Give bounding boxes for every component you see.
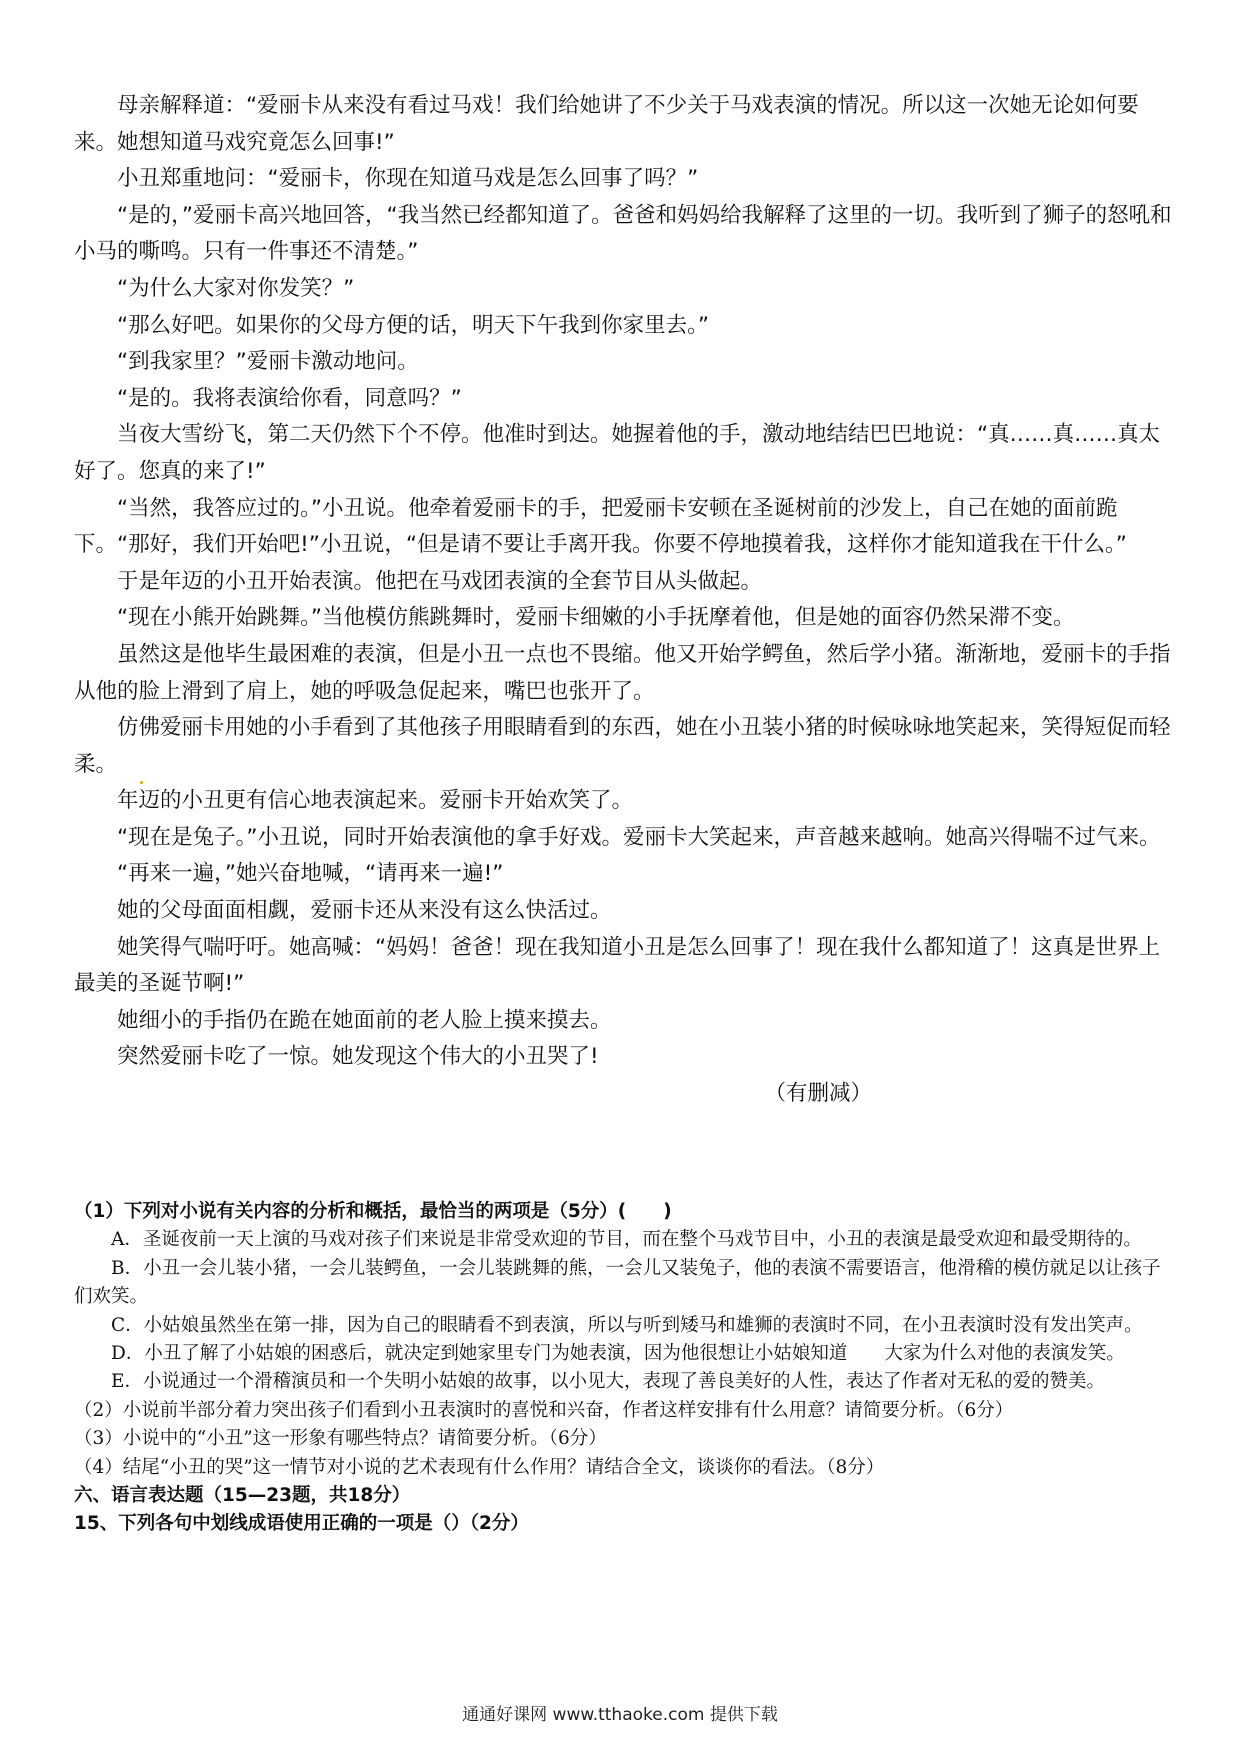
story-paragraph: 当夜大雪纷飞，第二天仍然下个不停。他准时到达。她握着他的手，激动地结结巴巴地说：“真……真……真太好了。您真的来了!” [74,422,1161,484]
story-paragraph: “当然，我答应过的。”小丑说。他牵着爱丽卡的手，把爱丽卡安顿在圣诞树前的沙发上，自己在她的面前跪下。“那好，我们开始吧!”小丑说，“但是请不要让手离开我。你要不停地摸着我，这样你才能知道我在干什么。” [74,495,1127,558]
stray-mark [140,781,143,784]
question-1: （1）下列对小说有关内容的分析和概括，最恰当的两项是（5分）( ) [74,1201,672,1222]
story-paragraph: 她笑得气喘吁吁。她高喊：“妈妈！爸爸！现在我知道小丑是怎么回事了！现在我什么都知道了！这真是世界上最美的圣诞节啊!” [74,934,1161,997]
story-paragraph: 母亲解释道：“爱丽卡从来没有看过马戏！我们给她讲了不少关于马戏表演的情况。所以这一次她无论如何要来。她想知道马戏究竟怎么回事!” [74,93,1139,155]
story-paragraph: 年迈的小丑更有信心地表演起来。爱丽卡开始欢笑了。 [117,788,634,814]
option-c: C．小姑娘虽然坐在第一排，因为自己的眼睛看不到表演，所以与听到矮马和雄狮的表演时不同，在小丑表演时没有发出笑声。 [111,1314,1143,1336]
option-e: E．小说通过一个滑稽演员和一个失明小姑娘的故事，以小见大，表现了善良美好的人性，表达了作者对无私的爱的赞美。 [111,1371,1106,1393]
abridged-note: （有删减） [764,1081,872,1107]
story-paragraph: “再来一遍，”她兴奋地喊，“请再来一遍!” [117,861,504,887]
story-paragraph: “是的，”爱丽卡高兴地回答，“我当然已经都知道了。爸爸和妈妈给我解释了这里的一切。我听到了狮子的怒吼和小马的嘶鸣。只有一件事还不清楚。” [74,202,1172,265]
story-paragraph: 突然爱丽卡吃了一惊。她发现这个伟大的小丑哭了! [117,1044,599,1070]
story-paragraph: “到我家里？”爱丽卡激动地问。 [117,349,419,375]
section-heading: 六、语言表达题（15—23题，共18分） [74,1485,411,1507]
footer-credit: 通通好课网 www.tthaoke.com 提供下载 [462,1705,778,1725]
story-paragraph: 小丑郑重地问：“爱丽卡，你现在知道马戏是怎么回事了吗？” [117,166,699,192]
option-d: D．小丑了解了小姑娘的困惑后，就决定到她家里专门为她表演，因为他很想让小姑娘知道 大家为什么对他的表演发笑。 [111,1343,1125,1365]
story-paragraph: 虽然这是他毕生最困难的表演，但是小丑一点也不畏缩。他又开始学鳄鱼，然后学小猪。渐渐地，爱丽卡的手指从他的脸上滑到了肩上，她的呼吸急促起来，嘴巴也张开了。 [74,641,1171,704]
story-paragraph: 她的父母面面相觑，爱丽卡还从来没有这么快活过。 [117,898,612,924]
option-a: A．圣诞夜前一天上演的马戏对孩子们来说是非常受欢迎的节目，而在整个马戏节目中，小丑的表演是最受欢迎和最受期待的。 [111,1229,1142,1251]
question-3: （3）小说中的“小丑”这一形象有哪些特点？请简要分析。（6分） [74,1428,607,1450]
story-text [74,88,1172,1113]
question-4: （4）结尾“小丑的哭”这一情节对小说的艺术表现有什么作用？请结合全文，谈谈你的看法。（8分） [74,1456,885,1478]
story-paragraph: “是的。我将表演给你看，同意吗？” [117,385,462,411]
story-paragraph: 于是年迈的小丑开始表演。他把在马戏团表演的全套节目从头做起。 [117,568,763,594]
story-paragraph: 她细小的手指仍在跪在她面前的老人脸上摸来摸去。 [117,1007,612,1033]
story-paragraph: “那么好吧。如果你的父母方便的话，明天下午我到你家里去。” [117,312,710,338]
story-paragraph: 仿佛爱丽卡用她的小手看到了其他孩子用眼睛看到的东西，她在小丑装小猪的时候咏咏地笑起来，笑得短促而轻柔。 [74,715,1171,777]
question-15: 15、下列各句中划线成语使用正确的一项是（）（2分） [74,1513,529,1535]
question-block [74,1198,1172,1539]
story-paragraph: “现在小熊开始跳舞。”当他模仿熊跳舞时，爱丽卡细嫩的小手抚摩着他，但是她的面容仍然呆滞不变。 [117,605,1075,631]
option-b: B．小丑一会儿装小猪，一会儿装鳄鱼，一会儿装跳舞的熊，一会儿又装兔子，他的表演不需要语言，他滑稽的模仿就足以让孩子们欢笑。 [74,1257,1161,1308]
story-paragraph: “为什么大家对你发笑？” [117,275,355,301]
story-paragraph: “现在是兔子。”小丑说，同时开始表演他的拿手好戏。爱丽卡大笑起来，声音越来越响。她高兴得喘不过气来。 [117,824,1161,850]
question-2: （2）小说前半部分着力突出孩子们看到小丑表演时的喜悦和兴奋，作者这样安排有什么用意？请简要分析。（6分） [74,1399,1014,1421]
